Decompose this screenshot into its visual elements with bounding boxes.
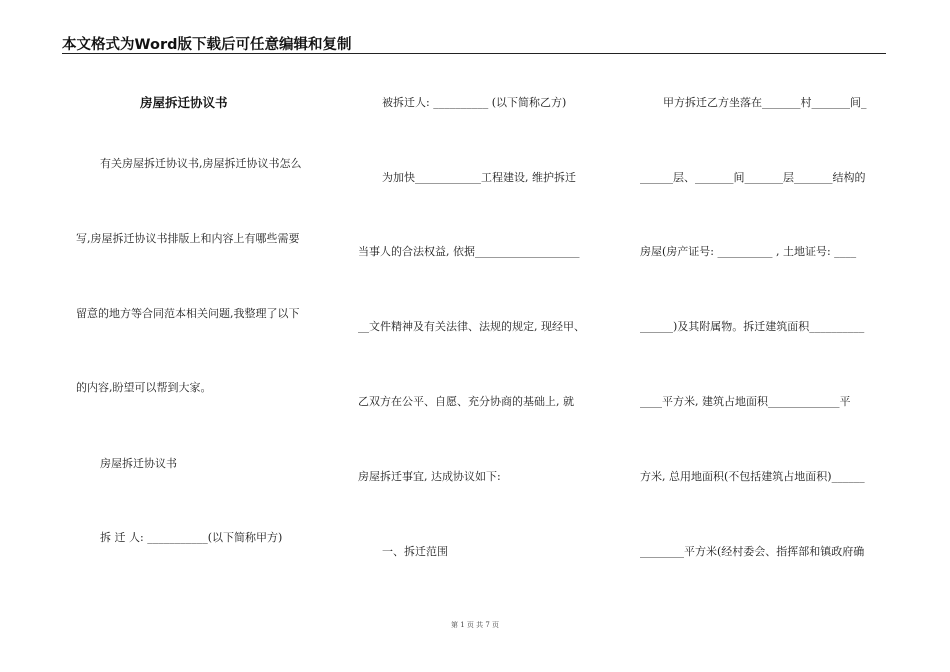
text-line: ________平方米(经村委会、指挥部和镇政府确 (640, 545, 865, 558)
text-line: 的内容,盼望可以帮到大家。 (76, 381, 212, 394)
text-line: 为加快____________工程建设, 维护拆迁 (382, 171, 576, 184)
text-line: 写,房屋拆迁协议书排版上和内容上有哪些需要 (76, 232, 300, 245)
text-line: ______层、_______间_______层_______结构的 (640, 171, 866, 184)
text-line: 被拆迁人: __________ (以下简称乙方) (382, 96, 567, 109)
text-line: ______)及其附属物。拆迁建筑面积__________ (640, 320, 865, 333)
text-line: ____平方米, 建筑占地面积_____________平 (640, 395, 851, 408)
document-header: 本文格式为Word版下载后可任意编辑和复制 (62, 37, 352, 53)
document-title: 房屋拆迁协议书 (140, 95, 228, 110)
text-line: 甲方拆迁乙方坐落在_______村_______间_ (663, 96, 867, 109)
text-line: 乙双方在公平、自愿、充分协商的基础上, 就 (358, 395, 574, 408)
text-line: 当事人的合法权益, 依据___________________ (358, 245, 580, 258)
text-line: 方米, 总用地面积(不包括建筑占地面积)______ (640, 470, 865, 483)
text-line: __文件精神及有关法律、法规的规定, 现经甲、 (358, 320, 585, 333)
section-heading: 房屋拆迁协议书 (100, 457, 177, 470)
header-divider (62, 53, 886, 54)
text-line: 有关房屋拆迁协议书,房屋拆迁协议书怎么 (100, 157, 302, 170)
section-heading: 一、拆迁范围 (382, 545, 448, 558)
text-line: 拆 迁 人: ___________(以下简称甲方) (100, 531, 283, 544)
text-line: 房屋拆迁事宜, 达成协议如下: (358, 470, 501, 483)
text-line: 留意的地方等合同范本相关问题,我整理了以下 (76, 307, 300, 320)
page-number: 第 1 页 共 7 页 (450, 621, 500, 629)
text-line: 房屋(房产证号: __________ , 土地证号: ____ (640, 245, 857, 258)
